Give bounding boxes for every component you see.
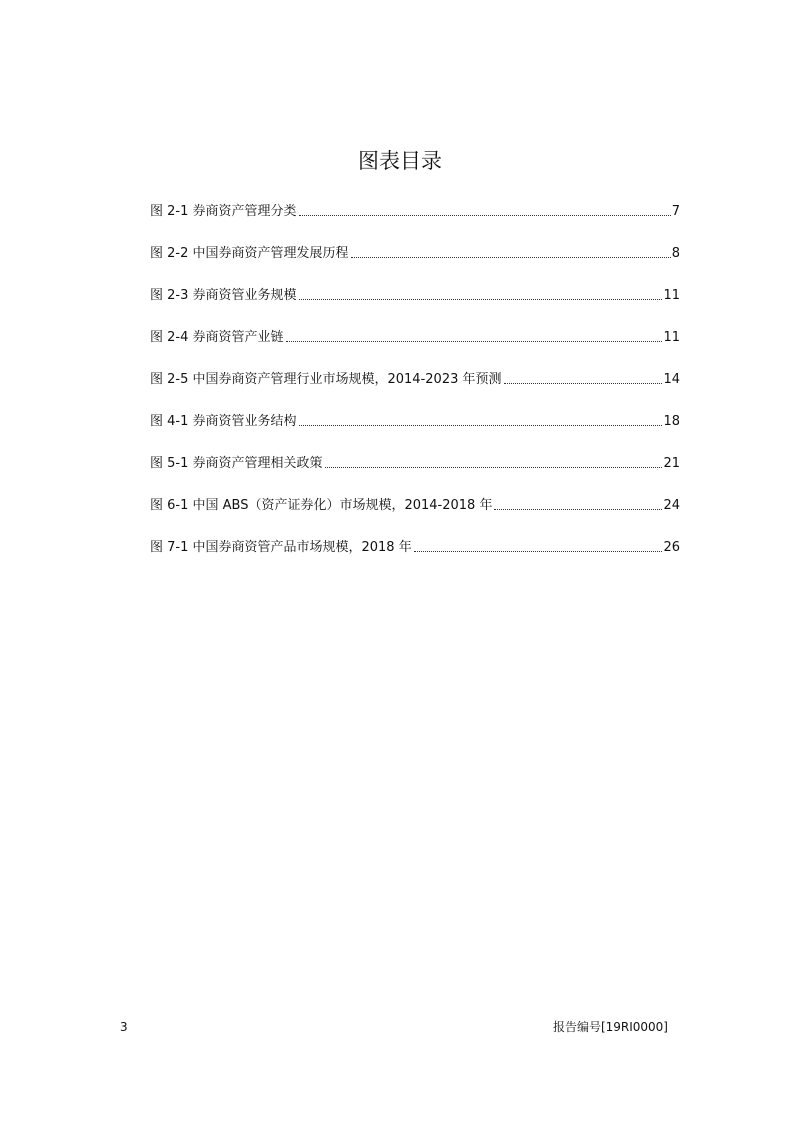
toc-dot-leader [504,382,663,384]
toc-entry-label: 图 2-2 中国券商资产管理发展历程 [150,246,349,261]
toc-entry[interactable] [150,317,680,359]
toc-dot-leader [299,298,663,300]
toc-entry[interactable] [150,527,680,569]
footer-report-id: 报告编号[19RI0000] [552,1020,668,1034]
page-title: 图表目录 [358,149,442,173]
toc-entry[interactable] [150,485,680,527]
toc-entry-page: 8 [671,246,680,261]
toc-entry-label: 图 2-3 券商资管业务规模 [150,288,297,303]
toc-entry[interactable] [150,359,680,401]
toc-entry[interactable] [150,443,680,485]
toc-entry-page: 21 [663,456,680,471]
table-of-figures [150,191,680,569]
toc-dot-leader [494,508,662,510]
toc-entry-page: 11 [663,288,680,303]
toc-entry[interactable] [150,233,680,275]
toc-entry[interactable] [150,401,680,443]
toc-entry-label: 图 2-5 中国券商资产管理行业市场规模，2014-2023 年预测 [150,372,502,387]
footer-page-number: 3 [120,1020,128,1034]
toc-entry-page: 18 [663,414,680,429]
toc-entry-label: 图 2-1 券商资产管理分类 [150,204,297,219]
toc-dot-leader [299,424,663,426]
toc-entry-page: 26 [663,540,680,555]
toc-entry-page: 24 [663,498,680,513]
toc-entry-page: 14 [663,372,680,387]
toc-dot-leader [325,466,663,468]
toc-entry-label: 图 2-4 券商资管产业链 [150,330,284,345]
toc-entry-page: 11 [663,330,680,345]
toc-entry-label: 图 4-1 券商资管业务结构 [150,414,297,429]
toc-entry[interactable] [150,275,680,317]
toc-entry-label: 图 5-1 券商资产管理相关政策 [150,456,323,471]
toc-entry-page: 7 [671,204,680,219]
toc-dot-leader [414,550,663,552]
toc-dot-leader [286,340,663,342]
toc-entry[interactable] [150,191,680,233]
toc-entry-label: 图 7-1 中国券商资管产品市场规模，2018 年 [150,540,412,555]
toc-dot-leader [351,256,671,258]
toc-entry-label: 图 6-1 中国 ABS（资产证券化）市场规模，2014-2018 年 [150,498,493,513]
toc-dot-leader [299,214,671,216]
